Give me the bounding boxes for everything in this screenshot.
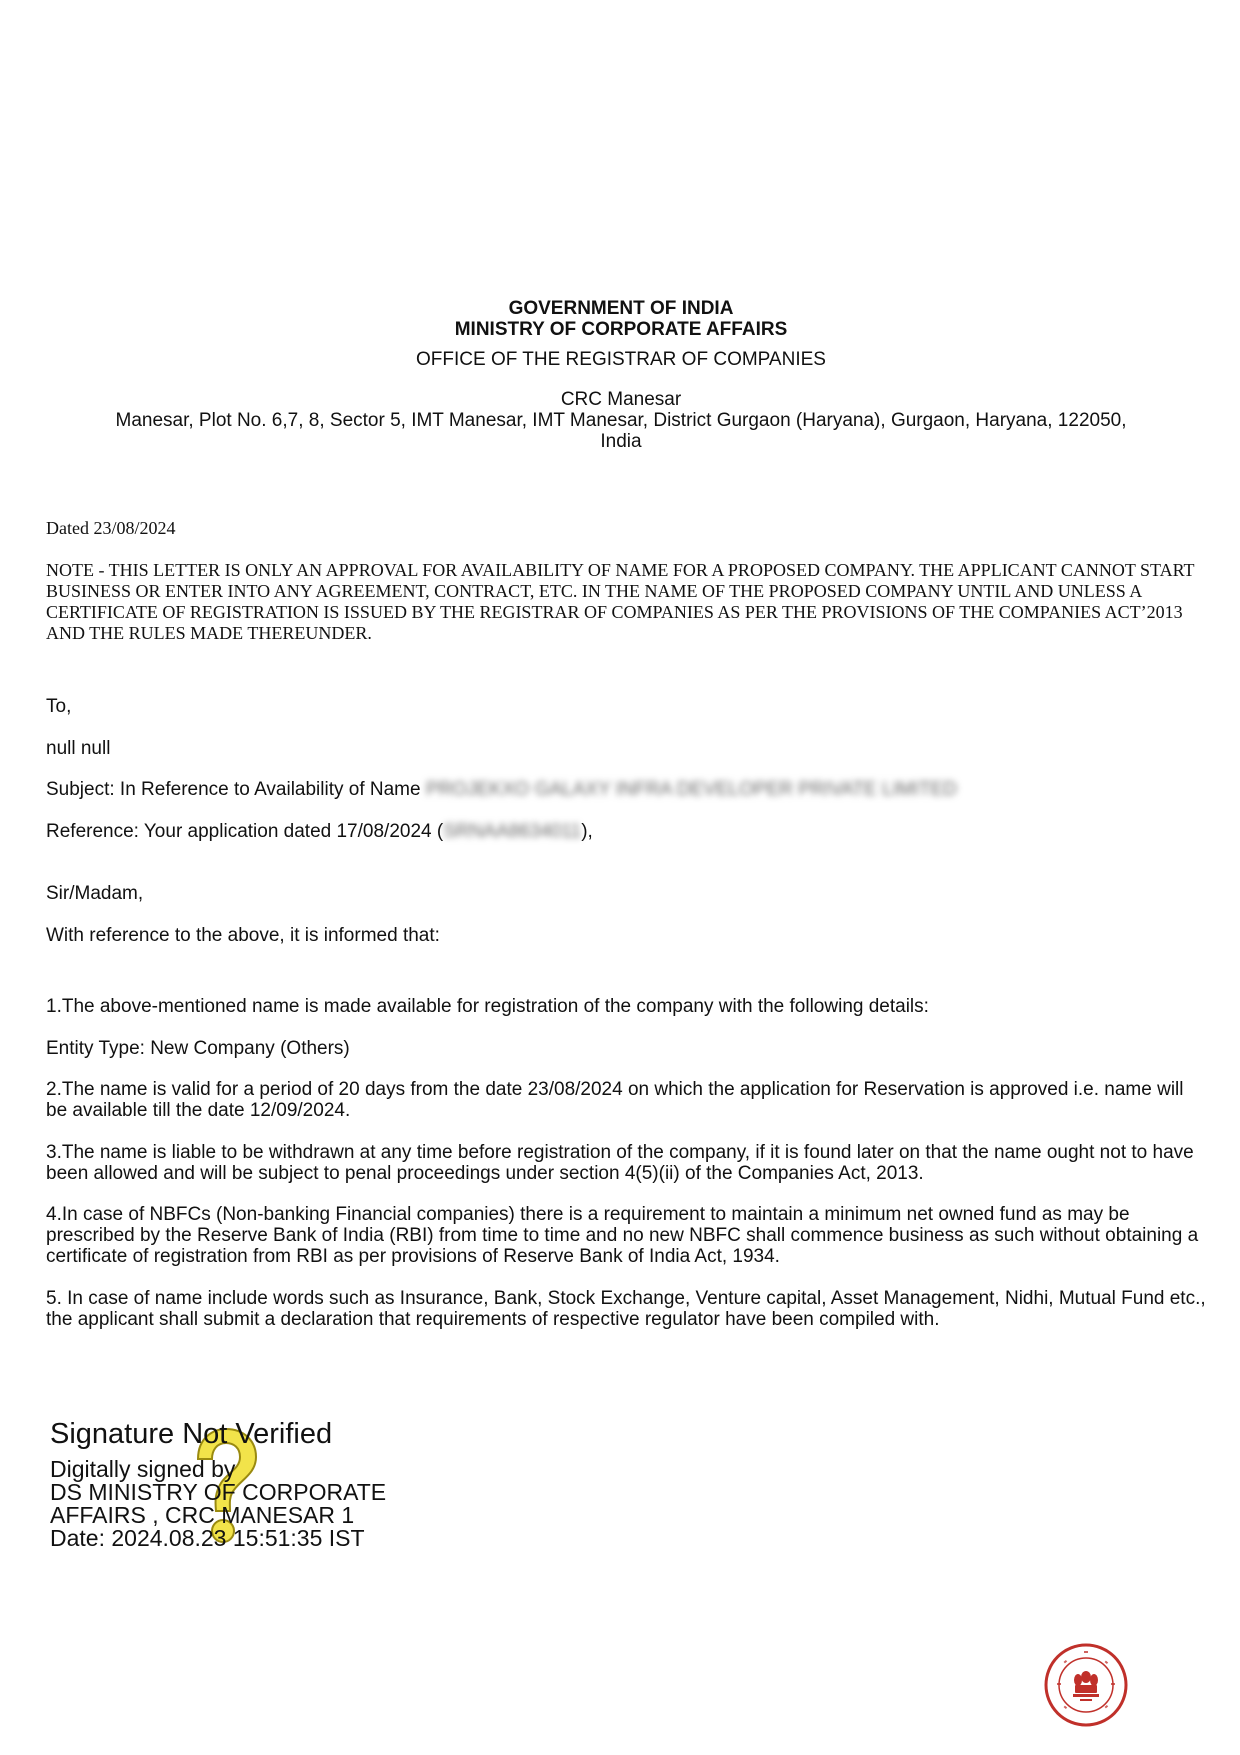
- reference-line: [46, 821, 1206, 842]
- header-office: OFFICE OF THE REGISTRAR OF COMPANIES: [416, 349, 826, 370]
- point-3: 3.The name is liable to be withdrawn at any time before registration of the company, if it is found later on that the name ought not to have been allowed and will be subject to penal proceedings under section 4(5)(ii) of the Companies Act, 2013.: [46, 1142, 1194, 1184]
- header-address: Manesar, Plot No. 6,7, 8, Sector 5, IMT Manesar, IMT Manesar, District Gurgaon (Haryana), Gurgaon, Haryana, 122050,: [115, 410, 1127, 431]
- digital-signature-block: [50, 1418, 386, 1550]
- signature-signer-1: DS MINISTRY OF CORPORATE: [50, 1479, 387, 1505]
- signature-signer-2: AFFAIRS , CRC MANESAR 1: [50, 1502, 355, 1528]
- approval-note: NOTE - THIS LETTER IS ONLY AN APPROVAL FOR AVAILABILITY OF NAME FOR A PROPOSED COMPANY. THE APPLICANT CANNOT START BUSINESS OR ENTER INTO ANY AGREEMENT, CONTRACT, ETC. IN THE NAME OF THE PROPOSED COMPANY UNTIL AND UNLESS A CERTIFICATE OF REGISTRATION IS ISSUED BY THE REGISTRAR OF COMPANIES AS PER THE PROVISIONS OF THE COMPANIES ACT’2013 AND THE RULES MADE THEREUNDER.: [46, 560, 1195, 643]
- point-2: 2.The name is valid for a period of 20 days from the date 23/08/2024 on which the application for Reservation is approved i.e. name will be available till the date 12/09/2024.: [46, 1079, 1184, 1121]
- letter-header: [46, 298, 1196, 452]
- recipient-name: null null: [46, 738, 111, 759]
- header-ministry: MINISTRY OF CORPORATE AFFAIRS: [454, 319, 788, 340]
- signature-signed-by: Digitally signed by: [50, 1456, 236, 1482]
- to-line: To,: [46, 696, 72, 717]
- mca-seal-icon: [1044, 1643, 1128, 1727]
- point-4: 4.In case of NBFCs (Non-banking Financial companies) there is a requirement to maintain a minimum net owned fund as may be prescribed by the Reserve Bank of India (RBI) from time to time and no new NBFC shall commence business as such without obtaining a certificate of registration from RBI as per provisions of Reserve Bank of India Act, 1934.: [46, 1204, 1199, 1267]
- redacted-srn: SRNAA8634011: [443, 821, 582, 842]
- salutation: Sir/Madam,: [46, 883, 144, 904]
- header-country: India: [600, 431, 642, 452]
- redacted-company-name: PROJEKXO GALAXY INFRA DEVELOPER PRIVATE LIMITED: [425, 779, 957, 800]
- header-government: GOVERNMENT OF INDIA: [508, 298, 734, 319]
- reference-suffix: ),: [581, 821, 593, 842]
- letter-date: Dated 23/08/2024: [46, 518, 176, 538]
- subject-line: [46, 779, 1206, 800]
- point-5: 5. In case of name include words such as Insurance, Bank, Stock Exchange, Venture capital, Asset Management, Nidhi, Mutual Fund etc., the applicant shall submit a declaration that requirements of respective regulator have been compiled with.: [46, 1288, 1206, 1330]
- intro-line: With reference to the above, it is informed that:: [46, 925, 440, 946]
- signature-date: Date: 2024.08.23 15:51:35 IST: [50, 1525, 365, 1551]
- signature-status: Signature Not Verified: [50, 1418, 333, 1450]
- reference-prefix: Reference: Your application dated 17/08/2024 (: [46, 821, 444, 842]
- header-crc: CRC Manesar: [560, 389, 682, 410]
- subject-prefix: Subject: In Reference to Availability of Name: [46, 779, 421, 800]
- point-1: 1.The above-mentioned name is made available for registration of the company with the following details:: [46, 996, 929, 1017]
- entity-type: Entity Type: New Company (Others): [46, 1038, 350, 1059]
